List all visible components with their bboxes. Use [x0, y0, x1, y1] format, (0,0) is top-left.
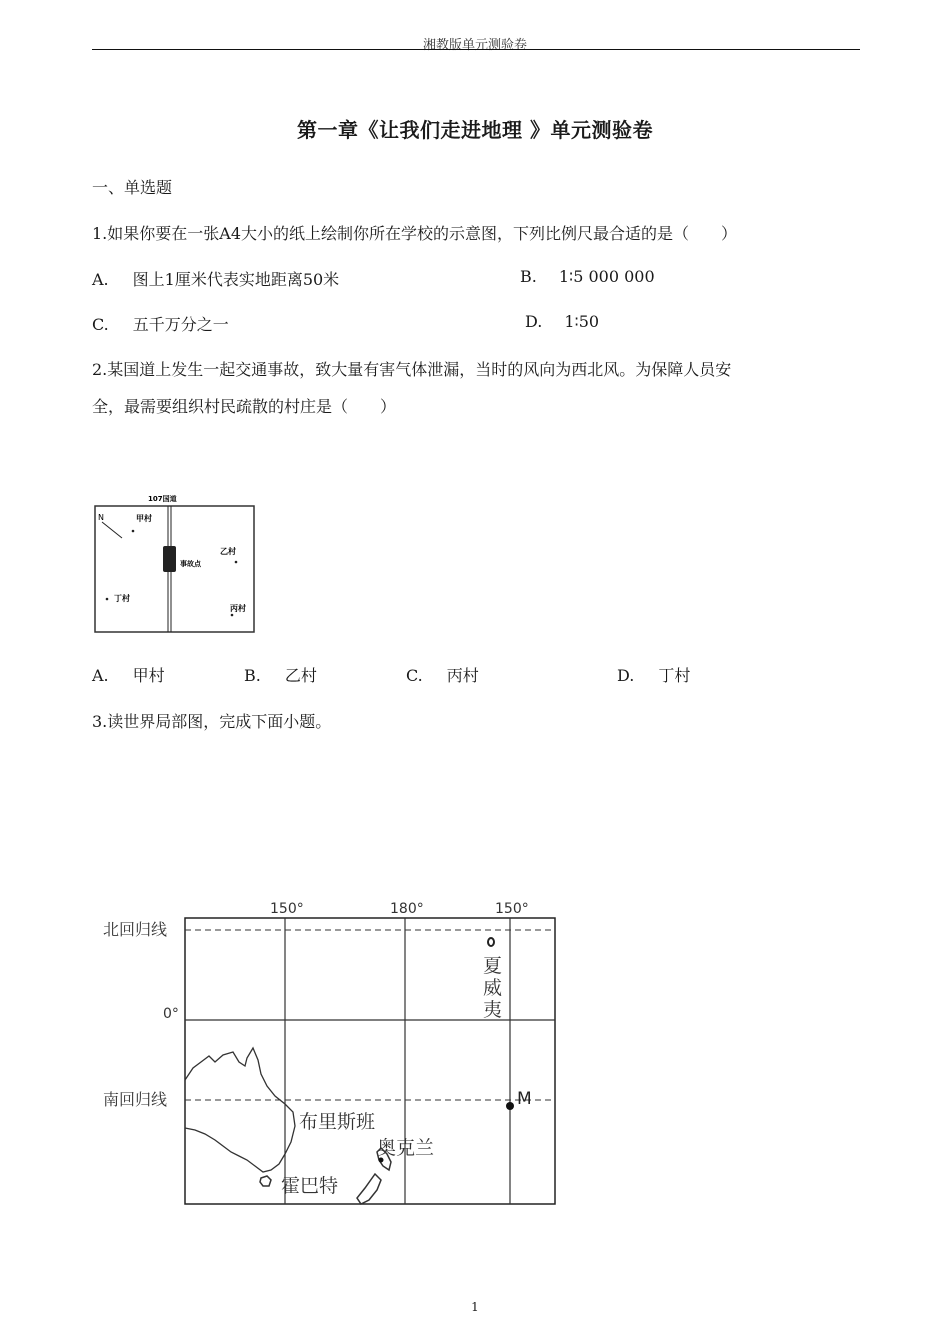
hawaii-label-char-2: 威	[483, 977, 503, 999]
option-letter: D.	[617, 666, 635, 685]
village-jia-label: 甲村	[136, 514, 152, 523]
hawaii-label-char-1: 夏	[483, 955, 503, 977]
question-2-stem-line-1: 2.某国道上发生一起交通事故，致大量有害气体泄漏，当时的风向为西北风。为保障人员安	[92, 360, 732, 379]
village-ding-dot	[106, 598, 109, 601]
highway-label: 107国道	[148, 495, 177, 503]
equator-label: 0°	[163, 1006, 179, 1022]
tasmania-outline	[260, 1176, 271, 1186]
option-text: 1∶50	[564, 312, 600, 331]
option-letter: A.	[92, 270, 109, 289]
village-jia-dot	[132, 530, 135, 533]
hawaii-island-icon	[488, 938, 494, 946]
brisbane-label: 布里斯班	[299, 1111, 376, 1133]
header-rule	[92, 49, 860, 50]
tropic-of-capricorn-label: 南回归线	[103, 1090, 168, 1109]
auckland-label: 奥克兰	[377, 1137, 435, 1159]
world-partial-map	[95, 890, 565, 1220]
option-letter: C.	[406, 666, 423, 685]
option-letter: A.	[92, 666, 109, 685]
q1-option-b	[520, 267, 655, 286]
accident-marker	[163, 546, 176, 572]
longitude-label-1: 150°	[270, 901, 304, 917]
question-3-stem: 3.读世界局部图，完成下面小题。	[92, 712, 332, 731]
q1-option-d	[525, 312, 599, 331]
point-m-label: M	[517, 1089, 532, 1109]
page-number: 1	[471, 1300, 479, 1314]
option-text: 丙村	[446, 666, 479, 685]
point-m-dot	[506, 1102, 514, 1110]
village-bing-label: 丙村	[230, 604, 246, 613]
option-letter: C.	[92, 315, 109, 334]
australia-coastline	[185, 1048, 295, 1172]
option-letter: B.	[244, 666, 261, 685]
north-label: N	[98, 513, 104, 522]
option-text: 五千万分之一	[132, 315, 229, 334]
longitude-label-2: 180°	[390, 901, 424, 917]
option-text: 丁村	[658, 666, 691, 685]
option-text: 甲村	[132, 666, 165, 685]
option-text: 图上1厘米代表实地距离50米	[132, 270, 340, 289]
page-title: 第一章《让我们走进地理 》单元测验卷	[297, 118, 653, 142]
option-letter: D.	[525, 312, 543, 331]
new-zealand-south-island	[357, 1174, 381, 1204]
village-yi-dot	[235, 561, 238, 564]
longitude-label-3: 150°	[495, 901, 529, 917]
q1-option-a	[92, 267, 339, 290]
section-heading: 一、单选题	[92, 178, 173, 197]
village-bing-dot	[231, 614, 234, 617]
hobart-label: 霍巴特	[281, 1175, 339, 1197]
option-text: 1∶5 000 000	[558, 267, 655, 286]
hawaii-label-char-3: 夷	[483, 999, 503, 1021]
accident-label: 事故点	[180, 560, 201, 568]
page-header: 湘教版单元测验卷	[422, 38, 527, 53]
q2-option-a	[92, 663, 165, 686]
question-1-stem: 1.如果你要在一张A4大小的纸上绘制你所在学校的示意图，下列比例尺最合适的是（ ）	[92, 224, 738, 243]
q2-option-b	[244, 663, 317, 686]
q2-option-c	[406, 663, 479, 686]
accident-map	[90, 490, 260, 636]
q2-option-d	[617, 663, 690, 686]
tropic-of-cancer-label: 北回归线	[103, 920, 168, 939]
option-text: 乙村	[284, 666, 317, 685]
q1-option-c	[92, 312, 229, 335]
village-yi-label: 乙村	[220, 547, 236, 556]
question-2-stem-line-2: 全，最需要组织村民疏散的村庄是（ ）	[92, 397, 397, 416]
village-ding-label: 丁村	[114, 594, 130, 603]
option-letter: B.	[520, 267, 537, 286]
